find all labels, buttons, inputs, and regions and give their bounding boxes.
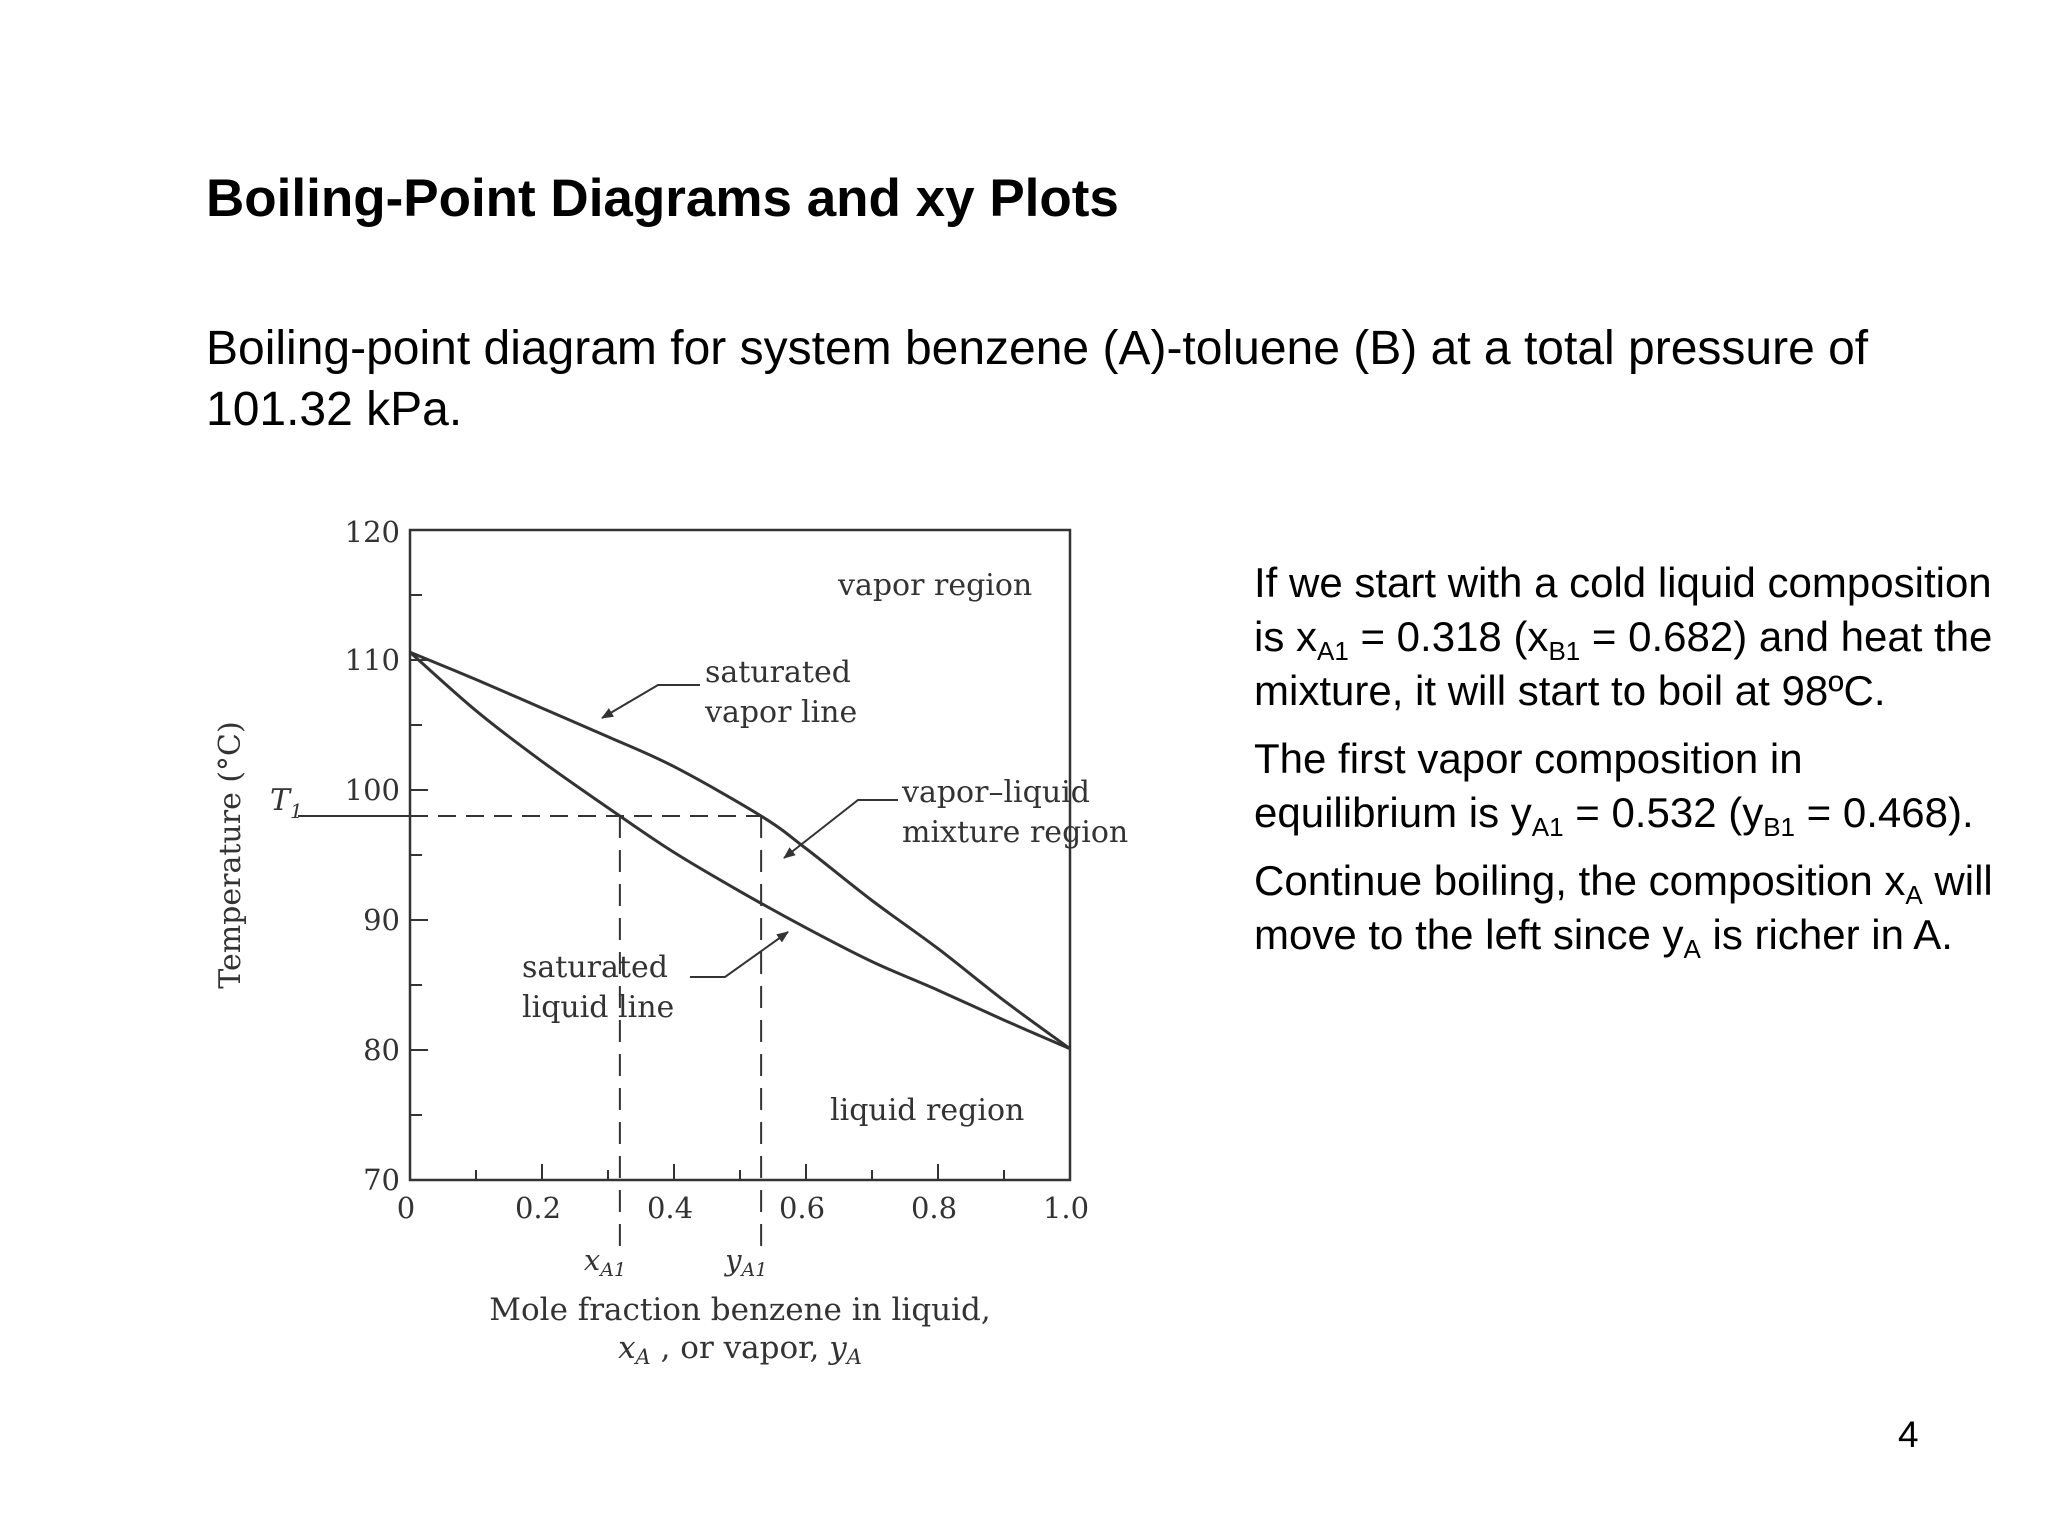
boiling-point-chart <box>170 470 1180 1390</box>
ya1-label: $y_{A1}$ <box>725 1243 768 1281</box>
plot-frame <box>410 530 1070 1180</box>
t1-label: $T_1$ <box>270 783 303 823</box>
page-number: 4 <box>1898 1414 1919 1455</box>
saturated-liquid-label: liquid line <box>522 990 675 1025</box>
y-tick-label: 70 <box>363 1163 400 1197</box>
x-tick-labels <box>397 1191 1089 1225</box>
note-text: = 0.318 (x <box>1348 613 1549 660</box>
notes <box>1254 556 1994 976</box>
saturated-liquid-label: saturated <box>522 950 668 985</box>
liquid-region-label: liquid region <box>830 1093 1025 1128</box>
y-tick-label: 90 <box>363 903 400 937</box>
slide-title: Boiling-Point Diagrams and xy Plots <box>206 169 1119 228</box>
x-tick-label: 0.8 <box>910 1191 958 1225</box>
y-tick-label: 120 <box>344 515 400 549</box>
note-paragraph <box>1254 854 1994 962</box>
y-tick-label: 80 <box>363 1033 400 1067</box>
vapor-region-label: vapor region <box>838 568 1033 603</box>
note-subscript: A <box>1683 934 1701 964</box>
vapor-liquid-label: mixture region <box>902 815 1129 850</box>
x-tick-label: 0.4 <box>646 1191 694 1225</box>
note-text: The first vapor composition in equilibrium is y <box>1254 735 1803 836</box>
note-subscript: A <box>1905 880 1923 910</box>
saturated-vapor-label: vapor line <box>705 695 858 730</box>
note-text: will move to the left since y <box>1254 857 1993 958</box>
note-text: = 0.468). <box>1795 789 1974 836</box>
x-axis-label-symbols: xA , or vapor, yA <box>618 1330 862 1369</box>
y-axis-label: Temperature (°C) <box>213 721 248 989</box>
saturated-vapor-arrow <box>602 685 700 718</box>
note-paragraph <box>1254 556 1994 718</box>
note-text: If we start with a cold liquid composition is x <box>1254 559 1992 660</box>
note-subscript: A1 <box>1317 636 1349 666</box>
y-tick-labels <box>345 515 400 1197</box>
vapor-liquid-label: vapor–liquid <box>902 775 1090 810</box>
note-text: = 0.532 (y <box>1563 789 1764 836</box>
saturated-liquid-arrow <box>690 932 788 977</box>
x-tick-label: 1.0 <box>1042 1191 1090 1225</box>
note-subscript: A1 <box>1531 812 1564 842</box>
note-subscript: B1 <box>1763 812 1796 842</box>
saturated-vapor-label: saturated <box>705 655 851 690</box>
xa1-label: $x_{A1}$ <box>583 1243 627 1281</box>
note-text: Continue boiling, the composition x <box>1254 857 1906 904</box>
note-subscript: B1 <box>1548 636 1581 666</box>
note-text: = 0.682) and heat the mixture, it will start to boil at 98ºC. <box>1254 613 1993 714</box>
x-tick-label: 0.2 <box>514 1191 562 1225</box>
vapor-liquid-arrow <box>784 800 898 858</box>
y-tick-label: 110 <box>344 643 400 677</box>
x-tick-label: 0.6 <box>778 1191 826 1225</box>
x-axis-label: Mole fraction benzene in liquid, <box>489 1292 991 1328</box>
slide-subtitle: Boiling-point diagram for system benzene (A)-toluene (B) at a total pressure of 101.32 kPa. <box>206 322 1869 436</box>
note-paragraph <box>1254 732 1994 840</box>
note-text: is richer in A. <box>1700 911 1953 958</box>
y-tick-label: 100 <box>344 773 400 807</box>
x-tick-label: 0 <box>396 1191 416 1225</box>
